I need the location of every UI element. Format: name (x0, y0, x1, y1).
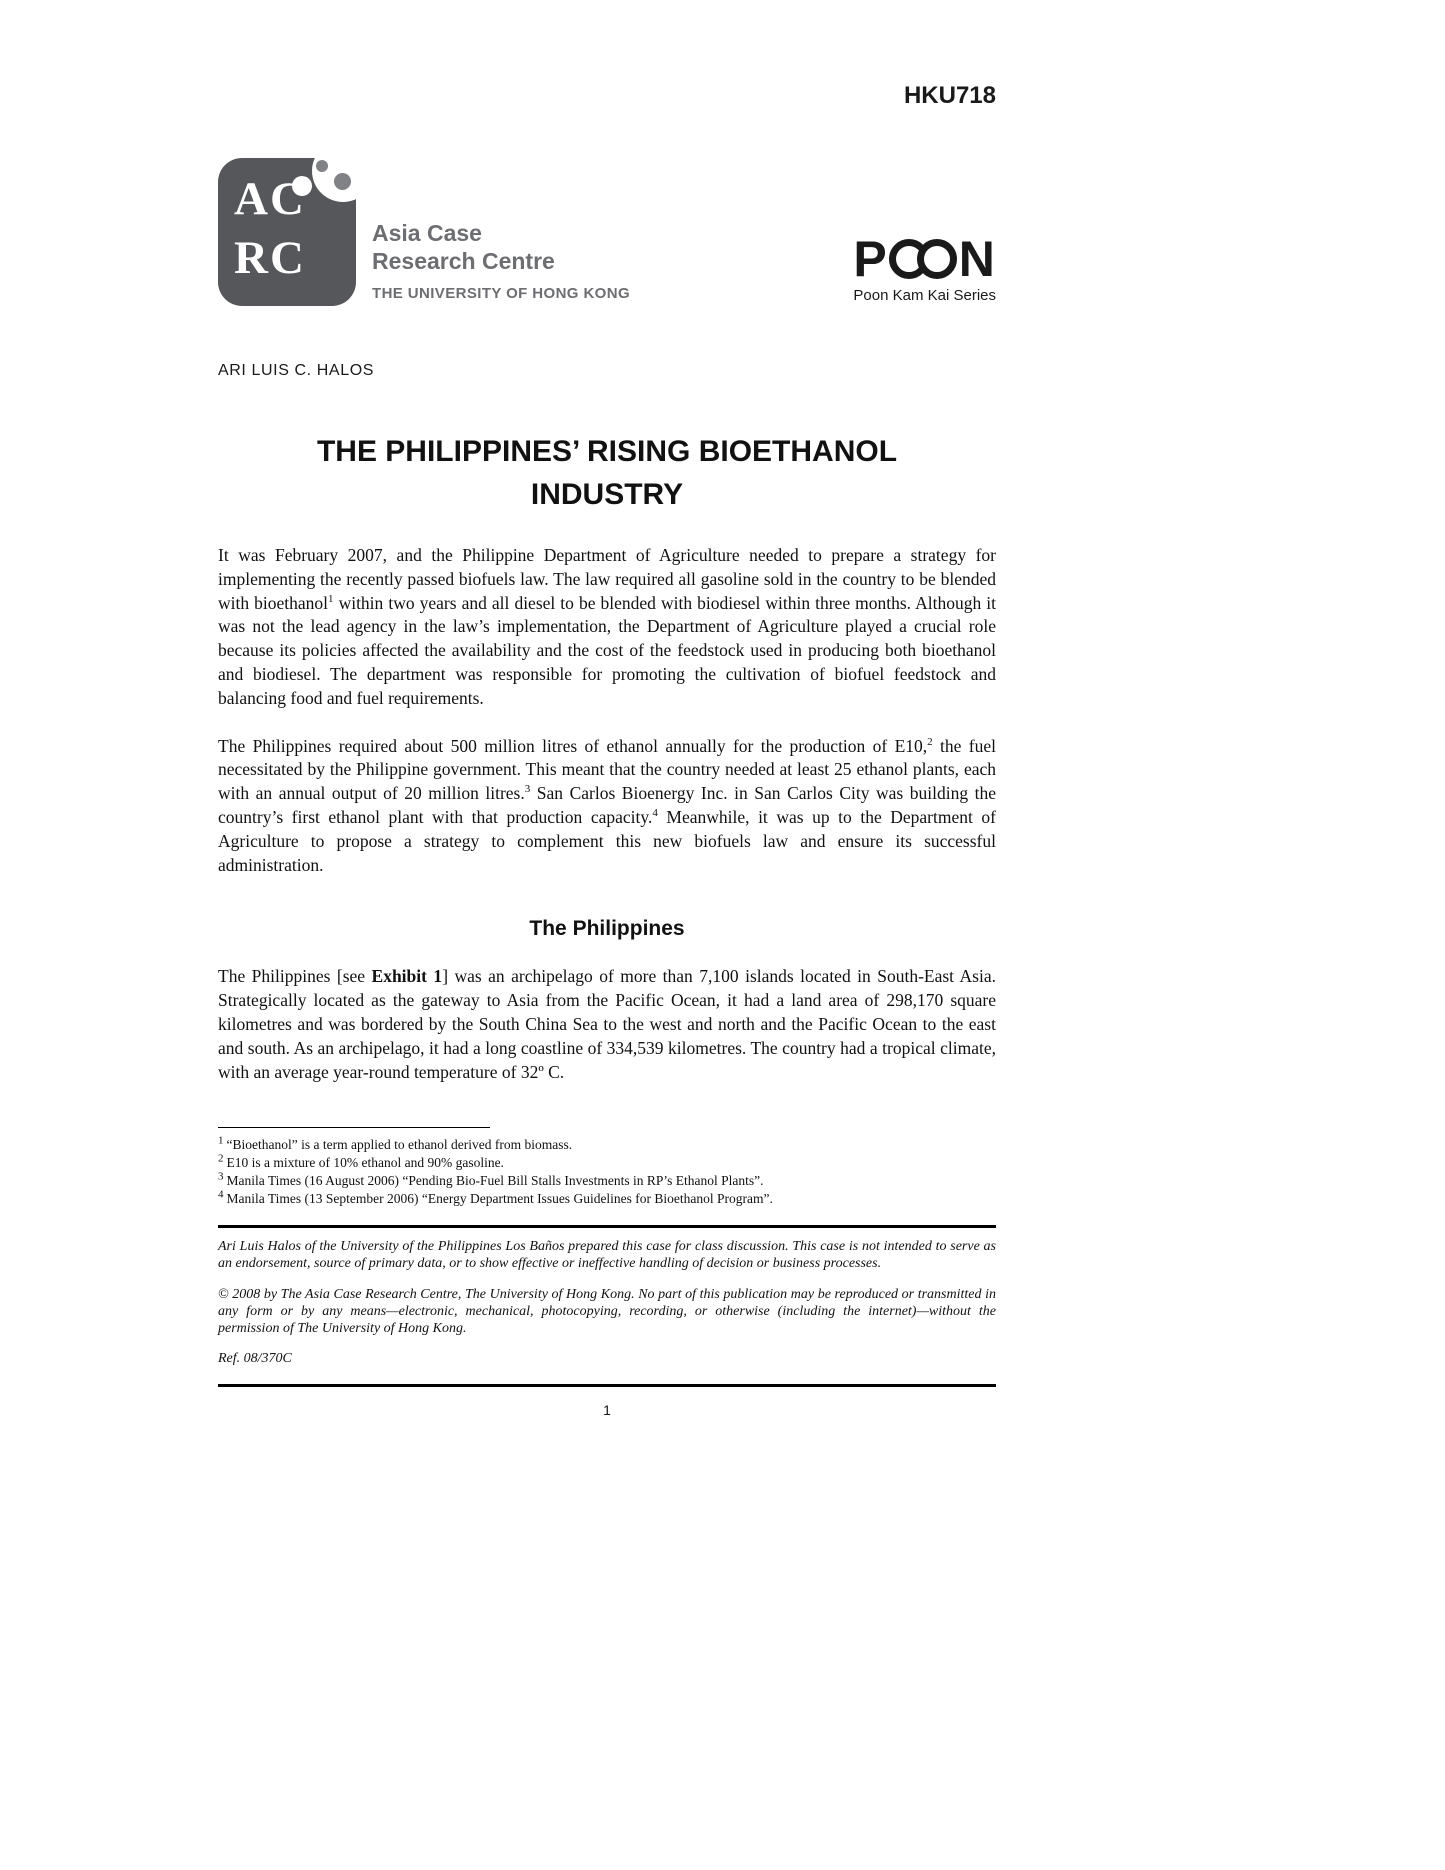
footer-bottom-rule (218, 1384, 996, 1387)
footnote-text: “Bioethanol” is a term applied to ethanol derived from biomass. (226, 1137, 573, 1153)
poon-letter-p: P (853, 231, 887, 287)
footnote-3 (218, 1172, 996, 1190)
poon-o-circle-2 (917, 239, 957, 279)
footnote-text: Manila Times (16 August 2006) “Pending Bio-Fuel Bill Stalls Investments in RP’s Ethanol Plants”. (226, 1173, 764, 1189)
footnote-marker-4: 4 (652, 807, 658, 820)
paragraph-text: It was February 2007, and the Philippine Department of Agriculture needed to prepare a strategy for implementing the recently passed biofuels law. The law required all gasoline sold in the country to be blended with bioethanol (218, 545, 996, 613)
acrc-university-name: THE UNIVERSITY OF HONG KONG (372, 285, 631, 302)
acrc-logo-line1: AC (234, 173, 306, 225)
acrc-name-line1: Asia Case (372, 220, 482, 246)
paragraph-text: San Carlos Bioenergy Inc. in San Carlos City was building the country’s first ethanol plant with that production capacity. (218, 783, 996, 827)
case-title (218, 430, 996, 516)
acrc-wordmark (372, 219, 630, 306)
paragraph-text: the fuel necessitated by the Philippine government. This meant that the country needed at least 25 ethanol plants, each with an annual output of 20 million litres. (218, 735, 996, 804)
exhibit-reference: Exhibit 1 (371, 966, 443, 987)
footnote-4 (218, 1190, 996, 1208)
footnote-separator (218, 1127, 490, 1128)
footnotes-section (218, 1136, 996, 1208)
acrc-logo-line2: RC (234, 232, 306, 284)
footnote-number: 1 (218, 1134, 224, 1147)
footer-copyright: © 2008 by The Asia Case Research Centre, The University of Hong Kong. No part of this publication may be reproduced or transmitted in any form or by any means—electronic, mechanical, photocopying, recording, or otherwise (including the internet)—without the permission of The University of Hong Kong. (218, 1286, 996, 1336)
footnote-number: 2 (218, 1152, 224, 1165)
paragraph-ethanol-demand (218, 735, 996, 878)
footnote-number: 4 (218, 1188, 224, 1201)
case-title-line2: INDUSTRY (530, 478, 684, 511)
footnote-text: E10 is a mixture of 10% ethanol and 90% gasoline. (226, 1155, 504, 1171)
paragraph-text: The Philippines required about 500 million litres of ethanol annually for the production of E10, (218, 735, 928, 756)
paragraph-text: ] was an archipelago of more than 7,100 islands located in South-East Asia. Strategically located as the gateway to Asia from the Pacific Ocean, it had a land area of 298,170 square kilometres and was bordered by the South China Sea to the west and north and the Pacific Ocean to the east and south. As an archipelago, it had a long coastline of 334,539 kilometres. The country had a tropical climate, with an average year-round temperature of 32º C. (218, 966, 996, 1082)
acrc-logo-group (218, 158, 630, 306)
acrc-name-line2: Research Centre (372, 248, 555, 274)
poon-series-label: Poon Kam Kai Series (853, 287, 996, 304)
acrc-logo (218, 158, 356, 306)
section-heading-philippines: The Philippines (529, 917, 685, 941)
document-code: HKU718 (903, 82, 996, 109)
footnote-2 (218, 1154, 996, 1172)
footnote-marker-1: 1 (328, 592, 334, 605)
footer-top-rule (218, 1225, 996, 1228)
page-number: 1 (603, 1402, 611, 1419)
footer-ref-number: Ref. 08/370C (218, 1351, 292, 1367)
poon-logo (853, 231, 996, 287)
paragraph-intro (218, 544, 996, 711)
poon-logo-block (853, 231, 996, 306)
footnote-text: Manila Times (13 September 2006) “Energy Department Issues Guidelines for Bioethanol Program”. (226, 1191, 773, 1207)
acrc-logo-gray-dot-small (316, 160, 328, 172)
footnote-marker-2: 2 (927, 735, 933, 748)
page-content (218, 0, 996, 1418)
acrc-logo-gray-dot-large (334, 173, 351, 190)
case-title-line1: THE PHILIPPINES’ RISING BIOETHANOL (316, 435, 898, 468)
footnote-1 (218, 1136, 996, 1154)
acrc-logo-letters (234, 170, 306, 288)
footer-credit: Ari Luis Halos of the University of the Philippines Los Baños prepared this case for class discussion. This case is not intended to serve as an endorsement, source of primary data, or to show effective or ineffective handling of decision or business processes. (218, 1239, 996, 1272)
footnote-number: 3 (218, 1170, 224, 1183)
paragraph-text: within two years and all diesel to be blended with biodiesel within three months. Although it was not the lead agency in the law’s implementation, the Department of Agriculture played a crucial role because its policies affected the availability and the cost of the feedstock used in producing both bioethanol and biodiesel. The department was responsible for promoting the cultivation of biofuel feedstock and balancing food and fuel requirements. (218, 592, 996, 708)
footnote-marker-3: 3 (524, 783, 531, 796)
paragraph-text: Meanwhile, it was up to the Department of Agriculture to propose a strategy to complement this new biofuels law and ensure its successful administration. (218, 806, 996, 875)
author-name: ARI LUIS C. HALOS (218, 362, 375, 379)
header-logos (218, 158, 996, 306)
paragraph-text: The Philippines [see (218, 966, 372, 987)
poon-letter-n: N (958, 231, 995, 287)
paragraph-philippines (218, 965, 996, 1084)
